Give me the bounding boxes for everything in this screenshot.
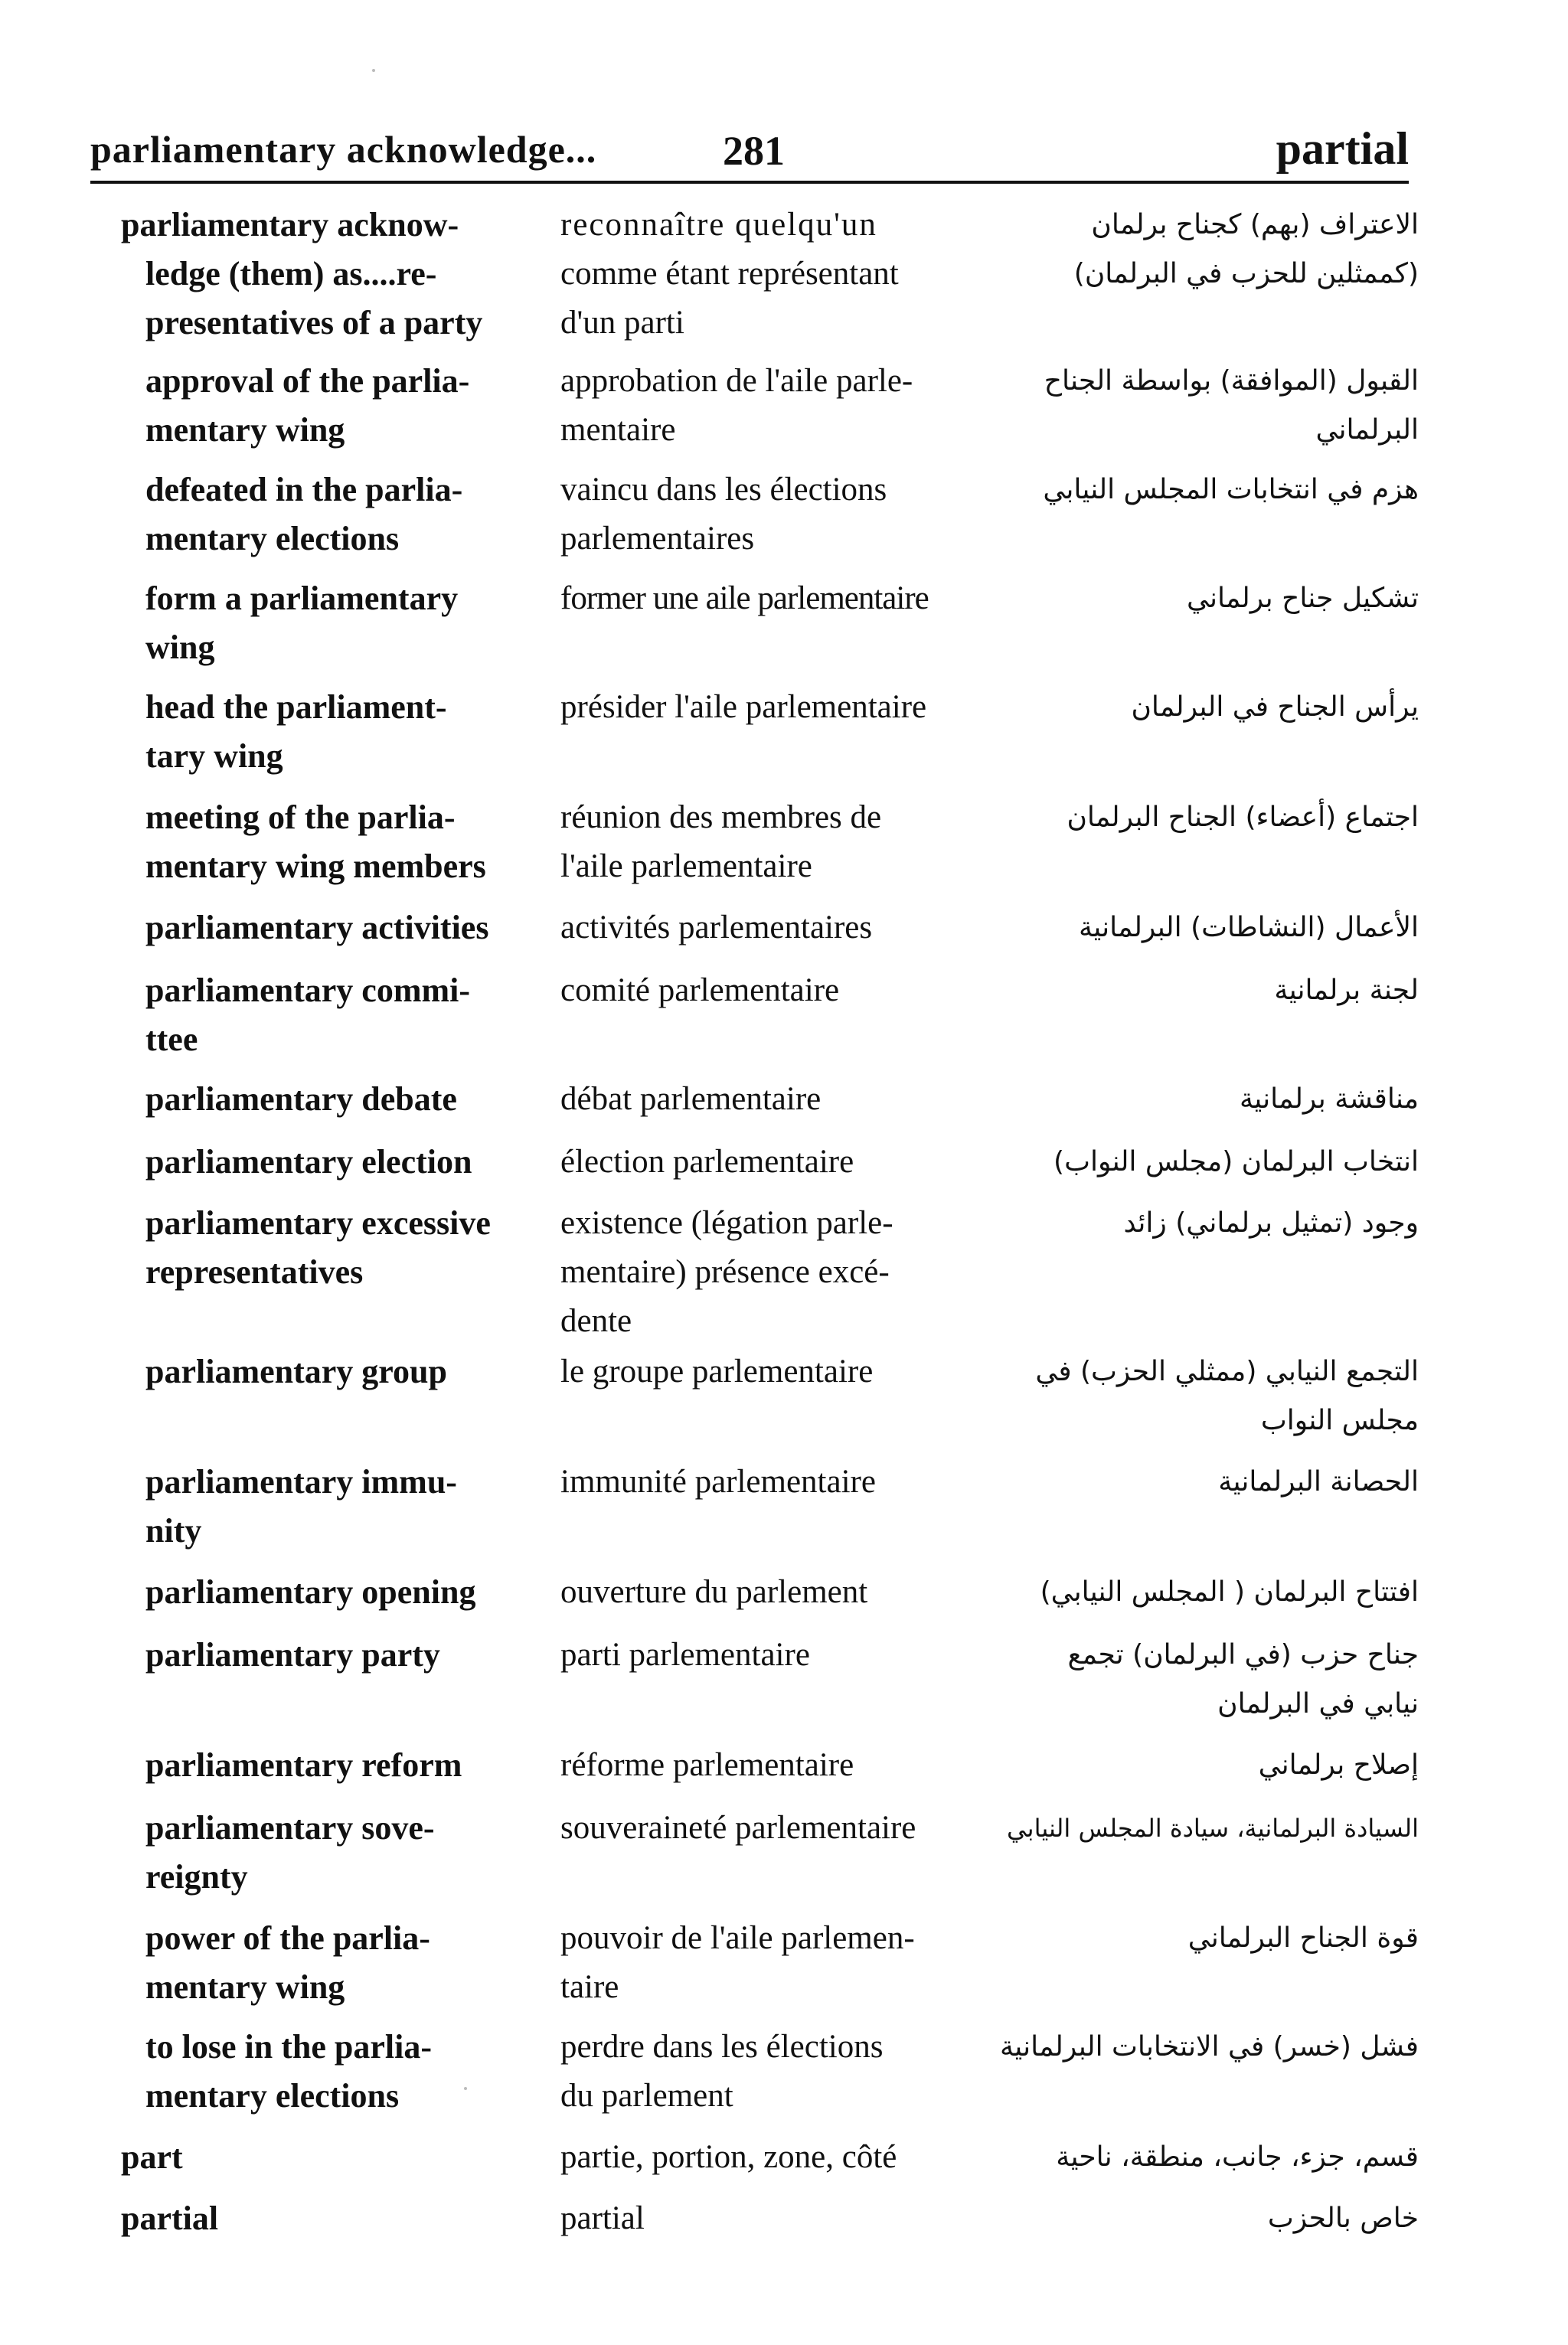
french-line: partie, portion, zone, côté xyxy=(560,2139,897,2175)
french-line: comme étant représentant xyxy=(560,256,899,292)
english-term xyxy=(145,793,544,891)
french-translation xyxy=(560,966,989,1015)
english-term xyxy=(121,2133,519,2182)
english-line: parliamentary election xyxy=(145,1143,472,1181)
french-line: le groupe parlementaire xyxy=(560,1354,874,1390)
english-line: meeting of the parlia- xyxy=(145,799,456,836)
arabic-translation xyxy=(990,1568,1419,1617)
arabic-translation xyxy=(990,1347,1419,1445)
arabic-translation xyxy=(990,357,1419,455)
arabic-line: انتخاب البرلمان (مجلس النواب) xyxy=(1054,1146,1419,1177)
french-line: souveraineté parlementaire xyxy=(560,1810,916,1846)
french-line: du parlement xyxy=(560,2078,733,2114)
arabic-translation xyxy=(990,903,1419,952)
english-term xyxy=(145,1741,544,1790)
english-term xyxy=(145,1347,544,1396)
arabic-line: يرأس الجناح في البرلمان xyxy=(1131,691,1419,723)
english-term xyxy=(145,465,544,563)
english-term xyxy=(121,201,519,348)
english-term xyxy=(145,574,544,672)
english-term xyxy=(145,1631,544,1680)
french-line: former une aile parlementaire xyxy=(560,580,929,616)
arabic-line: قوة الجناح البرلماني xyxy=(1187,1922,1419,1954)
arabic-line: هزم في انتخابات المجلس النيابي xyxy=(1043,474,1419,505)
scan-speck xyxy=(464,2087,467,2090)
english-term xyxy=(145,966,544,1064)
english-term xyxy=(145,683,544,781)
english-line: presentatives of a party xyxy=(145,304,483,341)
arabic-line: لجنة برلمانية xyxy=(1274,975,1419,1006)
english-term xyxy=(145,1138,544,1187)
arabic-translation xyxy=(990,201,1419,299)
english-line: to lose in the parlia- xyxy=(145,2028,432,2066)
arabic-line: اجتماع (أعضاء) الجناح البرلمان xyxy=(1067,802,1419,833)
english-line: mentary wing xyxy=(145,1968,345,2006)
arabic-translation xyxy=(990,574,1419,623)
english-line: parliamentary immu- xyxy=(145,1463,457,1501)
arabic-line: الأعمال (النشاطات) البرلمانية xyxy=(1079,912,1419,943)
english-line: parliamentary debate xyxy=(145,1080,457,1118)
english-line: wing xyxy=(145,629,215,666)
french-line: parlementaires xyxy=(560,521,755,557)
arabic-line: السيادة البرلمانية، سيادة المجلس النيابي xyxy=(1007,1814,1419,1843)
arabic-line: جناح حزب (في البرلمان) تجمع xyxy=(1067,1639,1419,1671)
french-line: taire xyxy=(560,1969,619,2005)
arabic-translation xyxy=(990,1914,1419,1963)
running-header xyxy=(90,123,1409,184)
english-term xyxy=(145,1075,544,1124)
french-line: présider l'aile parlementaire xyxy=(560,689,927,725)
english-line: mentary wing members xyxy=(145,848,486,885)
english-term xyxy=(145,1804,544,1902)
arabic-line: الحصانة البرلمانية xyxy=(1218,1466,1419,1497)
french-line: parti parlementaire xyxy=(560,1637,810,1673)
arabic-translation xyxy=(990,1804,1419,1853)
french-translation xyxy=(560,793,989,891)
french-line: partial xyxy=(560,2200,645,2236)
english-line: ledge (them) as....re- xyxy=(145,255,437,292)
arabic-translation xyxy=(990,1458,1419,1507)
arabic-line: إصلاح برلماني xyxy=(1258,1749,1419,1781)
french-line: approbation de l'aile parle- xyxy=(560,363,913,399)
french-line: ouverture du parlement xyxy=(560,1574,868,1610)
english-line: parliamentary excessive xyxy=(145,1204,491,1242)
page-number: 281 xyxy=(723,128,785,174)
english-line: parliamentary sove- xyxy=(145,1809,435,1847)
french-translation xyxy=(560,1347,989,1396)
french-line: immunité parlementaire xyxy=(560,1464,876,1500)
english-line: parliamentary acknow- xyxy=(121,206,459,243)
header-last-entry: partial xyxy=(1276,123,1409,174)
french-translation xyxy=(560,201,989,348)
arabic-translation xyxy=(990,2133,1419,2182)
french-translation xyxy=(560,574,989,623)
arabic-translation xyxy=(990,1199,1419,1248)
english-line: mentary elections xyxy=(145,2077,400,2115)
arabic-line: وجود (تمثيل برلماني) زائد xyxy=(1123,1207,1419,1239)
english-line: tary wing xyxy=(145,737,283,775)
arabic-translation xyxy=(990,1075,1419,1124)
french-line: mentaire xyxy=(560,412,676,448)
arabic-line: تشكيل جناح برلماني xyxy=(1186,583,1419,614)
french-translation xyxy=(560,2023,989,2121)
french-line: comité parlementaire xyxy=(560,972,840,1008)
french-line: pouvoir de l'aile parlemen- xyxy=(560,1920,915,1956)
english-term xyxy=(145,2023,544,2121)
french-translation xyxy=(560,1914,989,2012)
english-term xyxy=(145,1458,544,1556)
french-line: perdre dans les élections xyxy=(560,2029,884,2065)
french-translation xyxy=(560,465,989,563)
english-line: power of the parlia- xyxy=(145,1919,430,1957)
french-translation xyxy=(560,1199,989,1346)
english-term xyxy=(145,1914,544,2012)
english-line: form a parliamentary xyxy=(145,580,459,617)
french-translation xyxy=(560,1741,989,1790)
english-term xyxy=(145,1568,544,1617)
french-translation xyxy=(560,2133,989,2182)
arabic-line: افتتاح البرلمان ( المجلس النيابي) xyxy=(1040,1576,1419,1608)
french-line: mentaire) présence excé- xyxy=(560,1254,890,1290)
french-line: dente xyxy=(560,1303,632,1339)
french-line: vaincu dans les élections xyxy=(560,472,887,508)
english-line: parliamentary opening xyxy=(145,1573,476,1611)
french-line: activités parlementaires xyxy=(560,910,873,946)
french-translation xyxy=(560,2194,989,2243)
arabic-translation xyxy=(990,465,1419,514)
french-translation xyxy=(560,903,989,952)
english-line: representatives xyxy=(145,1253,364,1291)
french-line: réunion des membres de xyxy=(560,799,882,835)
english-line: defeated in the parlia- xyxy=(145,471,463,508)
english-term xyxy=(145,903,544,952)
arabic-line: القبول (الموافقة) بواسطة الجناح xyxy=(1044,365,1419,397)
english-term xyxy=(145,1199,544,1297)
arabic-translation xyxy=(990,2194,1419,2243)
english-line: mentary elections xyxy=(145,520,400,557)
arabic-translation xyxy=(990,793,1419,842)
english-line: parliamentary reform xyxy=(145,1746,462,1784)
english-line: mentary wing xyxy=(145,411,345,449)
arabic-line: خاص بالحزب xyxy=(1267,2203,1419,2234)
french-line: élection parlementaire xyxy=(560,1144,854,1180)
english-line: approval of the parlia- xyxy=(145,362,470,400)
french-translation xyxy=(560,1138,989,1187)
french-translation xyxy=(560,1568,989,1617)
french-translation xyxy=(560,683,989,732)
french-line: l'aile parlementaire xyxy=(560,848,812,884)
english-line: parliamentary party xyxy=(145,1636,440,1674)
english-term xyxy=(145,357,544,455)
scan-speck xyxy=(372,69,375,72)
arabic-line: البرلماني xyxy=(1315,414,1419,446)
arabic-line: التجمع النيابي (ممثلي الحزب) في xyxy=(1035,1356,1419,1387)
english-line: partial xyxy=(121,2200,219,2237)
english-line: parliamentary group xyxy=(145,1353,447,1390)
arabic-line: نيابي في البرلمان xyxy=(1217,1688,1419,1720)
arabic-line: مناقشة برلمانية xyxy=(1240,1083,1419,1115)
arabic-translation xyxy=(990,966,1419,1015)
english-line: nity xyxy=(145,1512,202,1550)
english-line: parliamentary activities xyxy=(145,909,489,946)
french-line: reconnaître quelqu'un xyxy=(560,207,877,243)
arabic-line: مجلس النواب xyxy=(1260,1405,1419,1436)
french-line: débat parlementaire xyxy=(560,1081,822,1117)
french-translation xyxy=(560,1631,989,1680)
arabic-translation xyxy=(990,683,1419,732)
arabic-translation xyxy=(990,2023,1419,2072)
arabic-line: فشل (خسر) في الانتخابات البرلمانية xyxy=(999,2031,1419,2062)
arabic-translation xyxy=(990,1741,1419,1790)
arabic-line: الاعتراف (بهم) كجناح برلمان xyxy=(1091,209,1419,240)
french-line: d'un parti xyxy=(560,305,684,341)
english-term xyxy=(121,2194,519,2243)
arabic-translation xyxy=(990,1138,1419,1187)
header-first-entry: parliamentary acknowledge... xyxy=(90,128,597,171)
french-translation xyxy=(560,357,989,455)
arabic-line: قسم، جزء، جانب، منطقة، ناحية xyxy=(1056,2141,1419,2173)
english-line: part xyxy=(121,2138,183,2176)
english-line: ttee xyxy=(145,1021,198,1058)
arabic-translation xyxy=(990,1631,1419,1729)
french-translation xyxy=(560,1804,989,1853)
french-line: existence (légation parle- xyxy=(560,1205,893,1241)
french-translation xyxy=(560,1458,989,1507)
arabic-line: (كممثلين للحزب في البرلمان) xyxy=(1073,258,1419,289)
english-line: parliamentary commi- xyxy=(145,972,470,1009)
english-line: reignty xyxy=(145,1858,248,1896)
french-line: réforme parlementaire xyxy=(560,1747,854,1783)
english-line: head the parliament- xyxy=(145,688,447,726)
french-translation xyxy=(560,1075,989,1124)
